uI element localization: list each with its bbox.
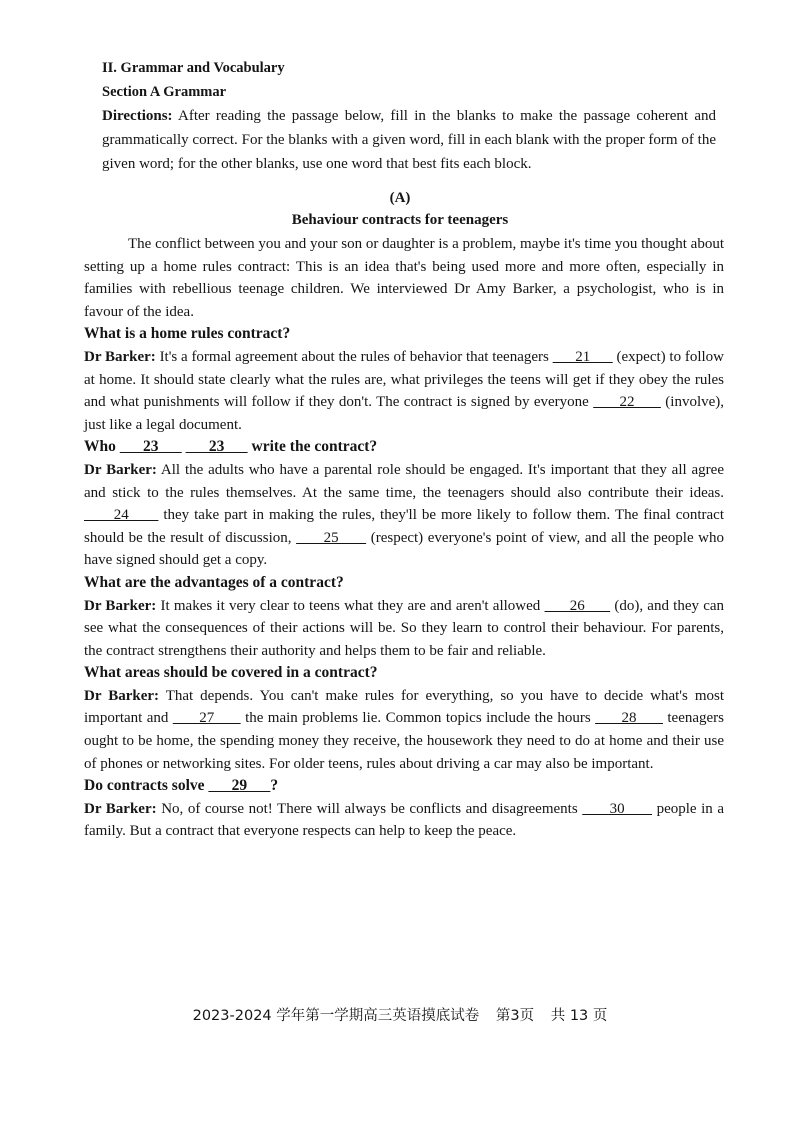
question-2-part-1: Who: [84, 438, 116, 456]
answer-3: [84, 595, 724, 663]
blank-23b[interactable]: 23: [185, 438, 248, 456]
answer-5-part-1: No, of course not! There will always be conflicts and disagreements: [161, 800, 578, 817]
footer-page-number: 第3页: [495, 1008, 535, 1024]
blank-30[interactable]: 30: [582, 800, 653, 817]
speaker-label: Dr Barker:: [84, 348, 156, 365]
answer-4-part-3: teenagers ought to be home, the spending money they receive, the housework they need to do at home and their use of phones or networking sites. For older teens, rules about driving a car may also be important.: [84, 710, 725, 772]
answer-4-part-1: That depends. You can't make rules for everything, so you have to decide what's most important and: [84, 687, 724, 727]
answer-4-part-2: the main problems lie. Common topics include the hours: [245, 710, 591, 727]
directions: [102, 104, 716, 176]
answer-1-part-2: (expect) to follow at home. It should state clearly what the rules are, what privileges the teens will get if they obey the rules and what punishments will follow if they don't. The contract is signed by everyone: [84, 348, 725, 411]
blank-26[interactable]: 26: [544, 597, 611, 614]
question-1: What is a home rules contract?: [84, 325, 291, 343]
question-2: [84, 436, 724, 459]
passage-body: [84, 233, 724, 843]
question-3: What are the advantages of a contract?: [84, 573, 344, 591]
directions-label: Directions:: [102, 108, 173, 124]
answer-2: [84, 459, 724, 572]
blank-22[interactable]: 22: [593, 394, 661, 411]
blank-24[interactable]: 24: [84, 507, 159, 524]
page-footer: [0, 1004, 800, 1025]
speaker-label: Dr Barker:: [84, 800, 157, 817]
speaker-label: Dr Barker:: [84, 597, 157, 614]
question-5: [84, 775, 724, 798]
speaker-label: Dr Barker:: [84, 687, 160, 704]
question-5-part-2: ?: [270, 777, 279, 795]
directions-text: After reading the passage below, fill in the blanks to make the passage coherent and grammatically correct. For the blanks with a given word, fill in each blank with the proper form of the given word; for the other blanks, use one word that best fits each block.: [102, 108, 716, 172]
section-title: II. Grammar and Vocabulary: [102, 60, 285, 76]
answer-1-part-1: It's a formal agreement about the rules of behavior that teenagers: [159, 348, 549, 365]
footer-total-pages: 共 13 页: [550, 1008, 608, 1024]
intro-paragraph: The conflict between you and your son or daughter is a problem, maybe it's time you thought about setting up a home rules contract: This is an idea that's being used more and more often, especially in families with rebellious teenage children. We interviewed Dr Amy Barker, a psychologist, who is in favour of the idea.: [84, 236, 724, 320]
blank-23a[interactable]: 23: [119, 438, 182, 456]
question-4: What areas should be covered in a contract?: [84, 664, 378, 682]
speaker-label: Dr Barker:: [84, 461, 157, 478]
answer-5-part-2: people in a family. But a contract that everyone respects can help to keep the peace.: [84, 800, 725, 840]
answer-3-part-1: It makes it very clear to teens what they are and aren't allowed: [160, 597, 541, 614]
answer-2-part-1: All the adults who have a parental role should be engaged. It's important that they all agree and stick to the rules themselves. At the same time, the teenagers should also contribute their ideas.: [84, 461, 724, 501]
question-5-part-1: Do contracts solve: [84, 777, 205, 795]
answer-1-part-3: (involve), just like a legal document.: [84, 394, 725, 433]
blank-29[interactable]: 29: [208, 777, 271, 795]
section-subtitle: Section A Grammar: [102, 84, 227, 100]
answer-1: [84, 346, 724, 436]
footer-exam-title: 2023-2024 学年第一学期高三英语摸底试卷: [192, 1008, 480, 1024]
answer-5: [84, 798, 724, 843]
answer-4: [84, 685, 724, 775]
answer-2-part-3: (respect) everyone's point of view, and all the people who have signed should get a copy.: [84, 529, 725, 569]
answer-3-part-2: (do), and they can see what the consequences of their actions will be. So they learn to control their behaviour. For parents, the contract strengthens their authority and helps them to be fair and reliable.: [84, 597, 725, 659]
blank-27[interactable]: 27: [172, 710, 241, 727]
passage-title: Behaviour contracts for teenagers: [291, 212, 509, 228]
passage-label: (A): [389, 190, 411, 206]
blank-25[interactable]: 25: [296, 529, 367, 546]
blank-28[interactable]: 28: [595, 710, 663, 727]
answer-2-part-2: they take part in making the rules, they'll be more likely to follow them. The final contract should be the result of discussion,: [84, 507, 725, 546]
blank-21[interactable]: 21: [552, 348, 613, 365]
question-2-part-2: write the contract?: [251, 438, 378, 456]
